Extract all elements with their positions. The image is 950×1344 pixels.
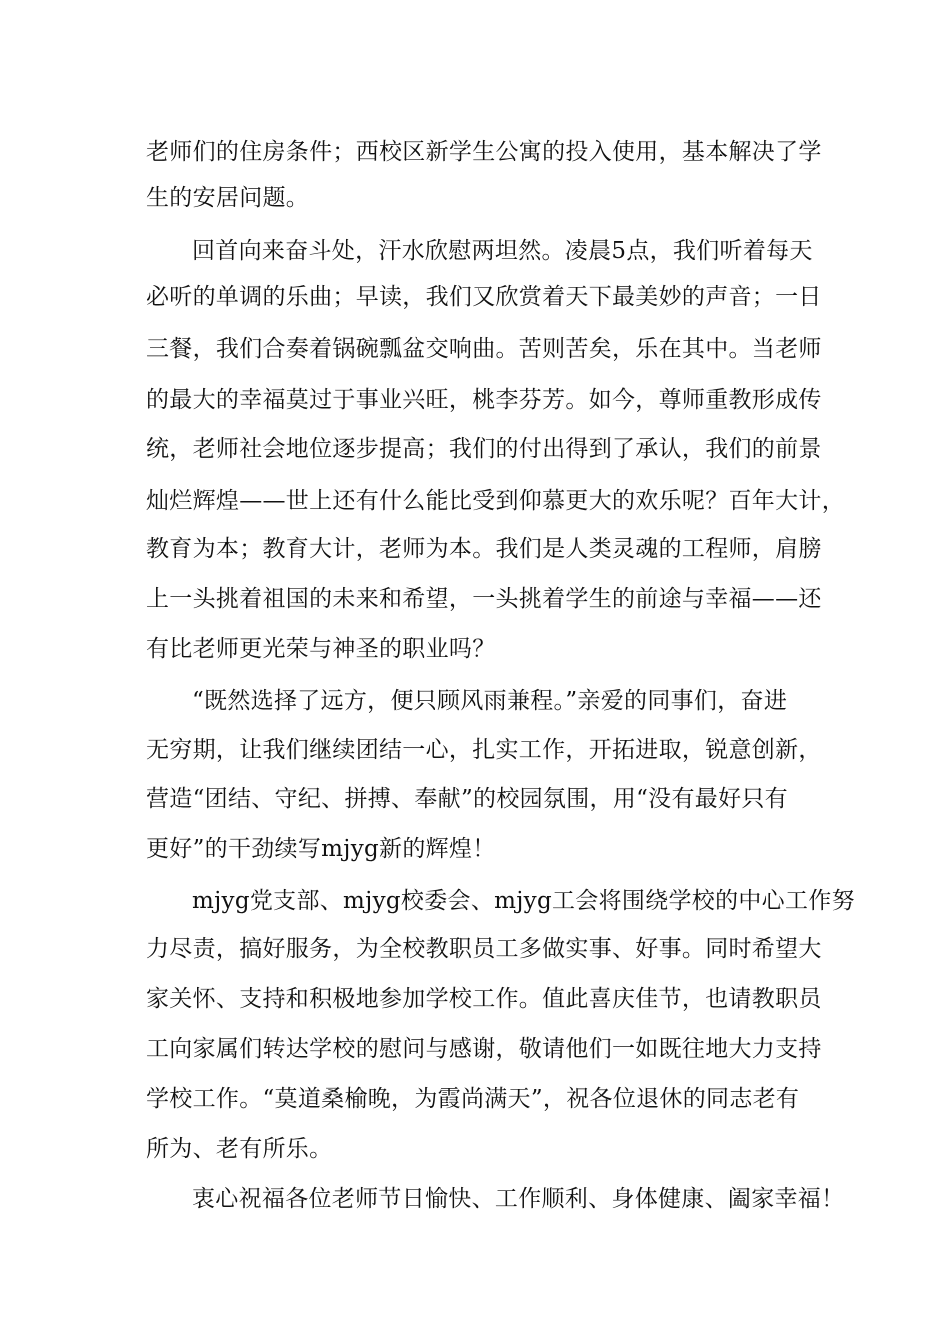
paragraph-line: 老师们的住房条件；西校区新学生公寓的投入使用，基本解决了学 (146, 139, 822, 165)
paragraph-line: 学校工作。“莫道桑榆晚，为霞尚满天”，祝各位退休的同志老有 (146, 1086, 800, 1112)
paragraph-line: 有比老师更光荣与神圣的职业吗？ (146, 636, 496, 662)
paragraph-line: 回首向来奋斗处，汗水欣慰两坦然。凌晨5点，我们听着每天 (192, 238, 813, 264)
paragraph-line: 统，老师社会地位逐步提高；我们的付出得到了承认，我们的前景 (146, 436, 822, 462)
paragraph-line: 教育为本；教育大计，老师为本。我们是人类灵魂的工程师，肩膀 (146, 536, 822, 562)
paragraph-line: 上一头挑着祖国的未来和希望，一头挑着学生的前途与幸福——还 (146, 586, 822, 612)
paragraph-line: 无穷期，让我们继续团结一心，扎实工作，开拓进取，锐意创新， (146, 737, 822, 763)
paragraph-line: 的最大的幸福莫过于事业兴旺，桃李芬芳。如今，尊师重教形成传 (146, 387, 822, 413)
paragraph-line: 更好”的干劲续写mjyg新的辉煌！ (146, 836, 496, 862)
paragraph-line: 所为、老有所乐。 (146, 1136, 333, 1162)
paragraph-line: 力尽责，搞好服务，为全校教职员工多做实事、好事。同时希望大 (146, 936, 822, 962)
paragraph-line: mjyg党支部、mjyg校委会、mjyg工会将围绕学校的中心工作努 (192, 888, 855, 914)
paragraph-line: 必听的单调的乐曲；早读，我们又欣赏着天下最美妙的声音；一日 (146, 284, 822, 310)
paragraph-line: 家关怀、支持和积极地参加学校工作。值此喜庆佳节，也请教职员 (146, 986, 822, 1012)
paragraph-line: 生的安居问题。 (146, 185, 310, 211)
paragraph-line: 灿烂辉煌——世上还有什么能比受到仰慕更大的欢乐呢？百年大计， (146, 488, 845, 514)
paragraph-line: 衷心祝福各位老师节日愉快、工作顺利、身体健康、阖家幸福！ (192, 1186, 845, 1212)
paragraph-line: 三餐，我们合奏着锅碗瓢盆交响曲。苦则苦矣，乐在其中。当老师 (146, 336, 822, 362)
paragraph-line: “既然选择了远方，便只顾风雨兼程。”亲爱的同事们，奋进 (192, 688, 788, 714)
paragraph-line: 营造“团结、守纪、拼搏、奉献”的校园氛围，用“没有最好只有 (146, 786, 788, 812)
paragraph-line: 工向家属们转达学校的慰问与感谢，敬请他们一如既往地大力支持 (146, 1036, 822, 1062)
